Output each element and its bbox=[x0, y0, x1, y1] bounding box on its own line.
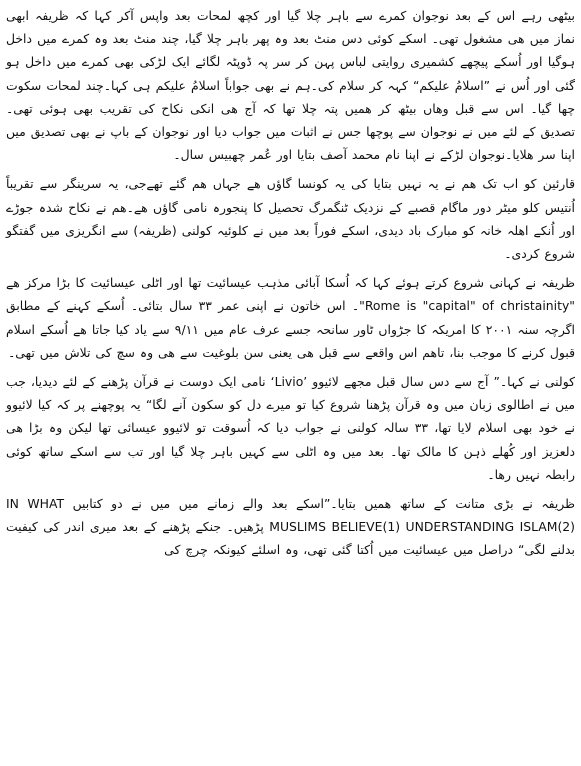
paragraph-3: ظریفہ نے کہانی شروع کرتے ہوئے کہا کہ اُسکا آبائی مذہب عیسائیت تھا اور اٹلی عیسائیت کا بڑا مرکز ھے "Rome is "capital" of christainity"۔ اس خاتون نے اپنی عمر ۳۳ سال بتائی۔ اُسکے کہنے کے مطابق اگرچہ سنہ ۲۰۰۱ کا امریکہ کا جڑواں ٹاور سانحہ جسے عرف عام میں ۹/۱۱ سے یاد کیا جاتا ھے اُسکے اسلام قبول کرنے کا موجب بنا، تاھم اس واقعے سے قبل ھی یعنی سن بلوغیت سے ھی وہ سچ کی تلاش میں تھی۔ bbox=[6, 275, 575, 360]
paragraph-1: بیٹھی رہے اس کے بعد نوجوان کمرے سے باہر چلا گیا اور کچھ لمحات بعد واپس آکر کہا کہ ظریفہ ابھی نماز میں ھی مشغول تھی۔ اسکے کوئی دس منٹ بعد وہ پھر باہر چلا گیا، چند منٹ بعد وہ کمرے میں داخل ہوگیا اور اُسکے پیچھے کشمیری روایتی لباس پہن کر سر پہ ڈوپٹہ لگائے ایک لڑکی بھی کمرے میں داخل ہو گئی اور اُس نے ”اسلامُ علیکم“ کہہ کر سلام کی۔ہم نے بھی جواباً اسلامُ علیکم ہی کہا۔چند لمحات سکوت چھا گیا۔ اس سے قبل وھاں بیٹھ کر ھمیں پتہ چلا تھا کہ آج ھی انکی نکاح کی تقریب بھی ہوئی تھی۔ تصدیق کے لئے میں نے نوجوان سے پوچھا جس نے اثبات میں جواب دیا اور نوجوان کے باپ نے بھی تصدیق میں اپنا سر ھلایا۔نوجوان لڑکے نے اپنا نام محمد آصف بتایا اور عُمر چھبیس سال۔ bbox=[6, 8, 575, 163]
paragraph-2: قارئین کو اب تک ھم نے یہ نہیں بتایا کی یہ کونسا گاؤں ھے جہاں ھم گئے تھےجی، یہ سرینگر سے تقریباً اُنتیس کلو میٹر دور ماگام قصبے کے نزدیک ٹنگمرگ تحصیل کا پنجورہ نامی گاؤں ھے۔ھم نے نکاح شدہ جوڑے اور اُنکے اھلہ خانہ کو مبارک باد دیدی، اسکے فوراً بعد میں نے کلوئیہ کولنی (ظریفہ) سے انگریزی میں گفتگو شروع کردی۔ bbox=[6, 176, 575, 262]
paragraph-4: کولنی نے کہا۔” آج سے دس سال قبل مجھے لائیوو ’Livio‘ نامی ایک دوست نے قرآن پڑھنے کے لئے دیدیا، جب میں نے اطالوی زبان میں وہ قرآن پڑھنا شروع کیا تو میرے دل کو سکون آنے لگا“ یہ پوچھنے پر کہ کیا لائیوو نے خود بھی اسلام لایا تھا، ۳۳ سالہ کولنی نے جواب دیا کہ اُسوقت تو لائیوو عیسائی تھا لیکن وہ بڑا ھی دلعزیز اور کُھلے ذہن کا مالک تھا۔ بعد میں وہ اٹلی سے کہیں باہر چلا گیا اور تب سے اسکے ساتھ کوئی رابطہ نہیں رھا۔ bbox=[6, 374, 575, 482]
paragraph-5: ظریفہ نے بڑی متانت کے ساتھ ھمیں بتایا۔”اسکے بعد والے زمانے میں میں نے دو کتابیں IN WHAT MUSLIMS BELIEVE(1) UNDERSTANDING ISLAM(2) پڑھیں۔ جنکے پڑھنے کے بعد میری اندر کی کیفیت بدلنے لگی“ دراصل میں عیسائیت میں اُکتا گئی تھی، وہ اسلئے کیونکہ چرچ کی bbox=[6, 496, 576, 558]
